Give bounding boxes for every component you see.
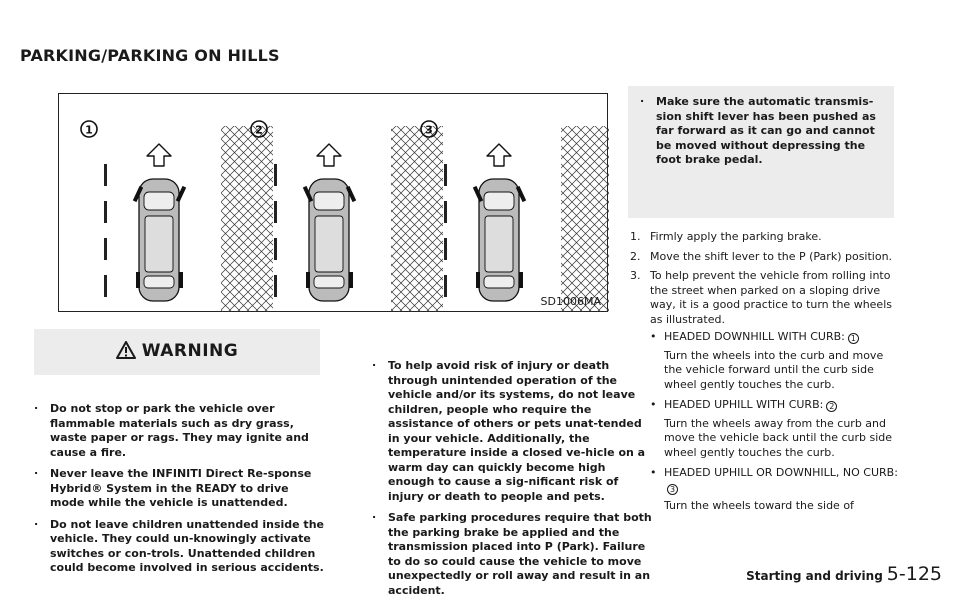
substep-desc: Turn the wheels into the curb and move the vehicle forward until the curb side wheel gently touches the curb. [664,348,884,391]
warning-column-middle [372,359,652,605]
step-number: 1. [630,230,641,243]
page-footer [746,563,942,585]
footer-section: Starting and driving [746,569,883,583]
step-number: 3. [630,269,641,282]
step-item [630,269,898,514]
lane-dash [104,275,107,297]
lane-dash [274,201,277,223]
substep-item [650,466,898,514]
car-rear-window [484,276,514,288]
step-text: To help prevent the vehicle from rolling into the street when parked on a sloping drive way, it is a good practice to turn the wheels as illustrated. [650,269,892,326]
step-item [630,230,898,245]
rear-wheel [306,272,310,288]
lane-dash [104,238,107,260]
car-roof [485,216,513,272]
warning-triangle-icon [116,341,136,359]
warning-heading [34,341,320,361]
curb-hatch [221,123,273,312]
warning-bullet: . To help avoid risk of injury or death through unintended operation of the vehicle and/or its systems, do not leave children, people who require the assistance of others or pets unat-tended in your vehicle. Additionally, the temperature inside a closed ve-hicle on a warm day can quickly become high enough to cause a sig-nificant risk of injury or death to people and pets. [372,359,652,504]
figure-code: SD1006MA [540,295,601,308]
step-item [630,250,898,265]
warning-bullet: . Make sure the automatic transmis-sion shift lever has been pushed as far forward as it can go and cannot be moved without depressing the foot brake pedal. [640,95,890,168]
warning-title: WARNING [141,341,239,361]
rear-wheel [519,272,523,288]
step-text: Move the shift lever to the P (Park) position. [650,249,893,263]
panel-label: 3 [425,123,433,137]
warning-bullet: . Safe parking procedures require that both the parking brake be applied and the transmission placed into P (Park). Failure to do so could cause the vehicle to move unexpectedly or roll away and result in an accident. [372,511,652,598]
step-number: 2. [630,249,641,263]
parking-illustration [58,93,608,312]
substep-label: HEADED UPHILL OR DOWNHILL, NO CURB: [664,466,898,479]
curb-hatch [391,123,443,312]
curb-hatch [561,126,609,312]
car-windshield [484,192,514,210]
procedure-column [630,230,898,520]
page-title: PARKING/PARKING ON HILLS [20,46,280,65]
car-windshield [314,192,344,210]
lane-dash [444,238,447,260]
lane-dash [444,275,447,297]
substep-desc: Turn the wheels toward the side of [664,499,854,512]
substep-label: HEADED DOWNHILL WITH CURB: [664,330,845,343]
circled-number: 2 [826,401,837,412]
car-rear-window [144,276,174,288]
substep-label: HEADED UPHILL WITH CURB: [664,398,824,411]
page-number: 5-125 [886,563,942,585]
warning-column-left [34,402,324,583]
panel-label: 1 [85,123,93,137]
rear-wheel [179,272,183,288]
lane-dash [444,164,447,186]
lane-dash [274,238,277,260]
lane-dash [104,201,107,223]
direction-arrow [147,144,171,166]
lane-dash [274,164,277,186]
car-roof [315,216,343,272]
car-rear-window [314,276,344,288]
lane-dash [444,201,447,223]
warning-bullet: . Do not leave children unattended inside the vehicle. They could un-knowingly activate switches or con-trols. Unattended children could become involved in serious accidents. [34,518,324,576]
lane-dash [104,164,107,186]
car-windshield [144,192,174,210]
substep-desc: Turn the wheels away from the curb and move the vehicle back until the curb side wheel gently touches the curb. [664,416,893,459]
circled-number: 3 [667,484,678,495]
rear-wheel [136,272,140,288]
direction-arrow [317,144,341,166]
car-roof [145,216,173,272]
step-text: Firmly apply the parking brake. [650,230,822,243]
rear-wheel [476,272,480,288]
lane-dash [274,275,277,297]
substep-item [650,330,898,392]
substep-item [650,398,898,460]
warning-bullet: . Never leave the INFINITI Direct Re-sponse Hybrid® System in the READY to drive mode while the vehicle is unattended. [34,467,324,511]
parking-diagram-svg [59,94,609,313]
warning-bullet: . Do not stop or park the vehicle over flammable materials such as dry grass, waste paper or rags. They may ignite and cause a fire. [34,402,324,460]
direction-arrow [487,144,511,166]
warning-column-right [640,95,890,174]
panel-label: 2 [255,123,263,137]
warning-header-box [34,329,320,375]
rear-wheel [349,272,353,288]
circled-number: 1 [848,333,859,344]
